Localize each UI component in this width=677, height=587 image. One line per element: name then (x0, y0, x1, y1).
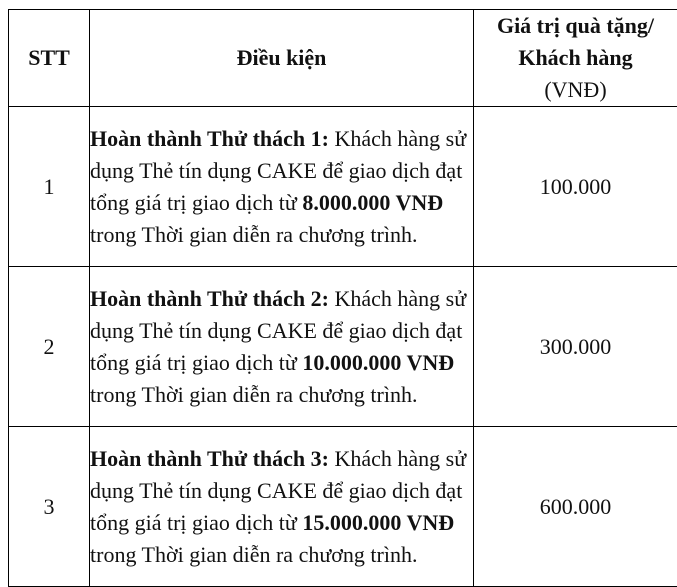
row-gift-value: 100.000 (474, 107, 677, 267)
amount-threshold: 10.000.000 VNĐ (302, 349, 455, 375)
challenge-title: Hoàn thành Thử thách 3: (90, 445, 329, 471)
amount-threshold: 15.000.000 VNĐ (302, 509, 455, 535)
challenge-title: Hoàn thành Thử thách 1: (90, 125, 329, 151)
amount-threshold: 8.000.000 VNĐ (302, 189, 444, 215)
condition-text-tail: trong Thời gian diễn ra chương trình. (90, 221, 418, 247)
table-row (9, 427, 677, 587)
header-value-line1: Giá trị quà tặng/ (496, 13, 655, 38)
condition-text-tail: trong Thời gian diễn ra chương trình. (90, 541, 418, 567)
header-value (474, 10, 677, 107)
condition-text: Khách hàng sử dụng Thẻ tín dụng CAKE để giao dịch đạt tổng giá trị giao dịch từ (90, 125, 467, 215)
challenge-title: Hoàn thành Thử thách 2: (90, 285, 329, 311)
condition-text-tail: trong Thời gian diễn ra chương trình. (90, 381, 418, 407)
table-header-row (9, 10, 677, 107)
table-row (9, 267, 677, 427)
header-condition: Điều kiện (90, 10, 474, 107)
condition-text: Khách hàng sử dụng Thẻ tín dụng CAKE để giao dịch đạt tổng giá trị giao dịch từ (90, 445, 467, 535)
row-stt: 1 (9, 107, 90, 267)
row-stt: 2 (9, 267, 90, 427)
row-condition (90, 267, 474, 427)
row-gift-value: 600.000 (474, 427, 677, 587)
table-row (9, 107, 677, 267)
header-value-unit: (VNĐ) (544, 77, 607, 102)
row-condition (90, 427, 474, 587)
row-condition (90, 107, 474, 267)
rewards-table (8, 9, 677, 587)
row-gift-value: 300.000 (474, 267, 677, 427)
row-stt: 3 (9, 427, 90, 587)
header-stt: STT (9, 10, 90, 107)
condition-text: Khách hàng sử dụng Thẻ tín dụng CAKE để giao dịch đạt tổng giá trị giao dịch từ (90, 285, 467, 375)
header-value-line2: Khách hàng (518, 45, 633, 70)
